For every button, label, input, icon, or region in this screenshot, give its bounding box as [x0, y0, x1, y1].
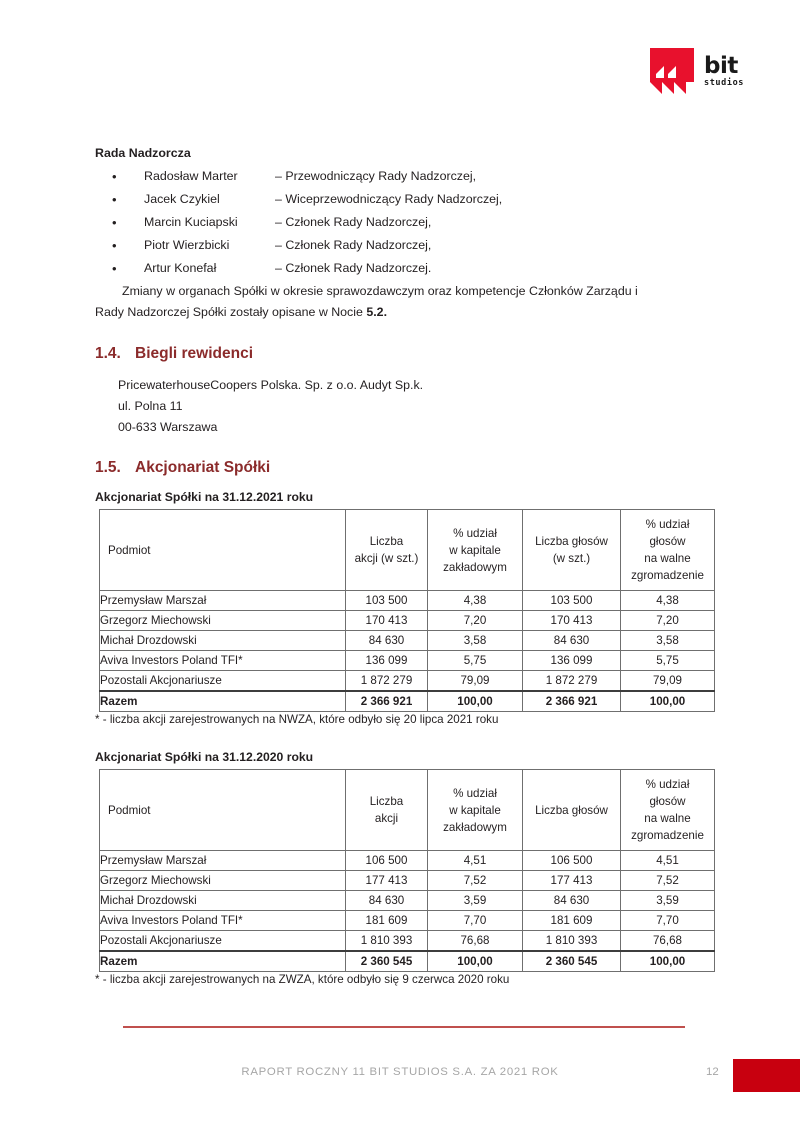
cell-votes-pct: 7,70 — [621, 911, 715, 931]
cell-votes: 181 609 — [523, 911, 621, 931]
table-row — [100, 631, 715, 651]
section-heading-14 — [95, 345, 253, 363]
header-votes — [523, 770, 621, 851]
section-number-14: 1.4. — [95, 345, 121, 362]
shareholders-table-2020 — [99, 769, 715, 972]
logo-sub-text: studios — [704, 78, 745, 88]
member-role: – Członek Rady Nadzorczej. — [275, 261, 432, 275]
cell-entity: Przemysław Marszał — [100, 591, 346, 611]
cell-votes: 1 872 279 — [523, 671, 621, 692]
header-votes-pct — [621, 770, 715, 851]
cell-entity: Grzegorz Miechowski — [100, 611, 346, 631]
cell-capital-pct: 79,09 — [428, 671, 523, 692]
cell-votes-pct: 79,09 — [621, 671, 715, 692]
cell-total-label: Razem — [100, 691, 346, 712]
cell-entity: Grzegorz Miechowski — [100, 871, 346, 891]
shareholders-table-2021 — [99, 509, 715, 712]
header-capital-line3: zakładowym — [443, 560, 507, 574]
cell-capital-pct: 7,52 — [428, 871, 523, 891]
cell-votes: 170 413 — [523, 611, 621, 631]
cell-total-shares: 2 360 545 — [346, 951, 428, 972]
table-row — [100, 931, 715, 952]
auditor-name: PricewaterhouseCoopers Polska. Sp. z o.o. Audyt Sp.k. — [118, 378, 424, 392]
header-capital-line2: w kapitale — [449, 543, 501, 557]
cell-entity: Michał Drozdowski — [100, 631, 346, 651]
cell-votes: 177 413 — [523, 871, 621, 891]
cell-entity: Michał Drozdowski — [100, 891, 346, 911]
cell-total-label: Razem — [100, 951, 346, 972]
header-capital-line2: w kapitale — [449, 803, 501, 817]
cell-entity: Aviva Investors Poland TFI* — [100, 911, 346, 931]
member-name: Marcin Kuciapski — [144, 215, 238, 229]
header-votespct-line4: zgromadzenie — [631, 829, 704, 842]
footer-divider — [123, 1026, 685, 1028]
cell-capital-pct: 3,58 — [428, 631, 523, 651]
cell-total-votes: 2 360 545 — [523, 951, 621, 972]
section-number-15: 1.5. — [95, 459, 121, 476]
table-total-row — [100, 951, 715, 972]
cell-entity: Pozostali Akcjonariusze — [100, 931, 346, 952]
cell-shares: 84 630 — [346, 631, 428, 651]
header-votes-line2: (w szt.) — [552, 552, 591, 565]
cell-total-capital-pct: 100,00 — [428, 691, 523, 712]
member-name: Radosław Marter — [144, 169, 238, 183]
changes-paragraph-text: Rady Nadzorczej Spółki zostały opisane w Nocie — [95, 305, 367, 319]
header-votespct-line2: głosów — [649, 535, 686, 548]
header-capital-line1: % udział — [453, 786, 497, 800]
member-role: – Członek Rady Nadzorczej, — [275, 215, 432, 229]
table-row — [100, 591, 715, 611]
table-row — [100, 851, 715, 871]
cell-capital-pct: 5,75 — [428, 651, 523, 671]
bullet-icon: • — [112, 261, 117, 276]
header-shares — [346, 510, 428, 591]
changes-paragraph-line2 — [95, 302, 387, 323]
member-role: – Wiceprzewodniczący Rady Nadzorczej, — [275, 192, 503, 206]
page-number: 12 — [706, 1066, 719, 1078]
table-row — [100, 871, 715, 891]
section-title-15: Akcjonariat Spółki — [135, 459, 271, 476]
cell-capital-pct: 4,51 — [428, 851, 523, 871]
footer-accent-block — [733, 1059, 800, 1092]
table-row — [100, 671, 715, 692]
cell-votes: 106 500 — [523, 851, 621, 871]
cell-entity: Aviva Investors Poland TFI* — [100, 651, 346, 671]
list-item — [112, 211, 692, 234]
cell-votes-pct: 7,20 — [621, 611, 715, 631]
logo-wordmark — [704, 55, 760, 88]
changes-paragraph-line1: Zmiany w organach Spółki w okresie sprawozdawczym oraz kompetencje Członków Zarządu i — [122, 284, 638, 298]
header-votespct-line4: zgromadzenie — [631, 569, 704, 582]
header-votespct-line1: % udział — [645, 778, 690, 791]
header-entity: Podmiot — [100, 510, 346, 591]
cell-votes: 103 500 — [523, 591, 621, 611]
note-reference: 5.2. — [366, 305, 388, 319]
auditor-street: ul. Polna 11 — [118, 399, 183, 413]
cell-votes-pct: 4,38 — [621, 591, 715, 611]
header-capital-pct — [428, 510, 523, 591]
header-votes-pct — [621, 510, 715, 591]
cell-entity: Pozostali Akcjonariusze — [100, 671, 346, 692]
cell-votes: 136 099 — [523, 651, 621, 671]
cell-shares: 1 872 279 — [346, 671, 428, 692]
cell-total-shares: 2 366 921 — [346, 691, 428, 712]
header-votespct-line2: głosów — [649, 795, 686, 808]
cell-shares: 1 810 393 — [346, 931, 428, 952]
cell-votes: 1 810 393 — [523, 931, 621, 952]
member-name: Artur Konefał — [144, 261, 217, 275]
header-shares-line1: Liczba — [369, 795, 404, 808]
header-entity: Podmiot — [100, 770, 346, 851]
table-header-row — [100, 510, 715, 591]
cell-capital-pct: 7,70 — [428, 911, 523, 931]
cell-shares: 106 500 — [346, 851, 428, 871]
section-heading-15 — [95, 459, 270, 477]
cell-votes-pct: 76,68 — [621, 931, 715, 952]
table-footnote-2021: * - liczba akcji zarejestrowanych na NWZA, które odbyło się 20 lipca 2021 roku — [95, 713, 499, 726]
header-shares-line2: akcji — [374, 812, 399, 825]
table-row — [100, 891, 715, 911]
list-item — [112, 234, 692, 257]
cell-votes: 84 630 — [523, 891, 621, 911]
logo-brand-text: bit — [704, 53, 738, 79]
header-capital-line3: zakładowym — [443, 820, 507, 834]
table-header-row — [100, 770, 715, 851]
bullet-icon: • — [112, 192, 117, 207]
header-shares-line1: Liczba — [369, 535, 404, 548]
list-item — [112, 257, 692, 280]
member-name: Piotr Wierzbicki — [144, 238, 230, 252]
auditor-city: 00-633 Warszawa — [118, 420, 218, 434]
table-row — [100, 651, 715, 671]
supervisory-board-heading: Rada Nadzorcza — [95, 146, 191, 160]
table-footnote-2020: * - liczba akcji zarejestrowanych na ZWZA, które odbyło się 9 czerwca 2020 roku — [95, 973, 510, 986]
bullet-icon: • — [112, 238, 117, 253]
cell-entity: Przemysław Marszał — [100, 851, 346, 871]
header-votes-line1: Liczba głosów — [535, 535, 608, 548]
cell-shares: 170 413 — [346, 611, 428, 631]
cell-total-capital-pct: 100,00 — [428, 951, 523, 972]
bullet-icon: • — [112, 169, 117, 184]
cell-votes-pct: 7,52 — [621, 871, 715, 891]
header-votes — [523, 510, 621, 591]
cell-total-votes-pct: 100,00 — [621, 951, 715, 972]
cell-capital-pct: 76,68 — [428, 931, 523, 952]
cell-capital-pct: 3,59 — [428, 891, 523, 911]
cell-votes-pct: 5,75 — [621, 651, 715, 671]
footer-report-title: RAPORT ROCZNY 11 BIT STUDIOS S.A. ZA 2021 ROK — [241, 1066, 559, 1078]
header-votes-line1: Liczba głosów — [535, 803, 608, 817]
table-row — [100, 911, 715, 931]
company-logo — [650, 48, 758, 102]
bullet-icon: • — [112, 215, 117, 230]
cell-votes-pct: 3,58 — [621, 631, 715, 651]
eleven-bit-mark-icon — [650, 48, 698, 94]
supervisory-board-list — [112, 165, 692, 280]
section-title-14: Biegli rewidenci — [135, 345, 254, 362]
header-votespct-line1: % udział — [645, 518, 690, 531]
cell-shares: 84 630 — [346, 891, 428, 911]
cell-shares: 177 413 — [346, 871, 428, 891]
header-capital-line1: % udział — [453, 526, 497, 540]
table-row — [100, 611, 715, 631]
header-shares — [346, 770, 428, 851]
cell-votes-pct: 4,51 — [621, 851, 715, 871]
header-votespct-line3: na walne — [644, 552, 691, 565]
header-votespct-line3: na walne — [644, 812, 691, 825]
cell-capital-pct: 4,38 — [428, 591, 523, 611]
header-capital-pct — [428, 770, 523, 851]
cell-total-votes: 2 366 921 — [523, 691, 621, 712]
header-shares-line2: akcji (w szt.) — [354, 552, 419, 565]
list-item — [112, 165, 692, 188]
member-name: Jacek Czykiel — [144, 192, 220, 206]
cell-votes: 84 630 — [523, 631, 621, 651]
cell-total-votes-pct: 100,00 — [621, 691, 715, 712]
cell-shares: 136 099 — [346, 651, 428, 671]
cell-votes-pct: 3,59 — [621, 891, 715, 911]
member-role: – Przewodniczący Rady Nadzorczej, — [275, 169, 477, 183]
table-caption-2020: Akcjonariat Spółki na 31.12.2020 roku — [95, 750, 314, 764]
table-total-row — [100, 691, 715, 712]
member-role: – Członek Rady Nadzorczej, — [275, 238, 432, 252]
cell-shares: 181 609 — [346, 911, 428, 931]
table-caption-2021: Akcjonariat Spółki na 31.12.2021 roku — [95, 490, 314, 504]
cell-shares: 103 500 — [346, 591, 428, 611]
cell-capital-pct: 7,20 — [428, 611, 523, 631]
list-item — [112, 188, 692, 211]
